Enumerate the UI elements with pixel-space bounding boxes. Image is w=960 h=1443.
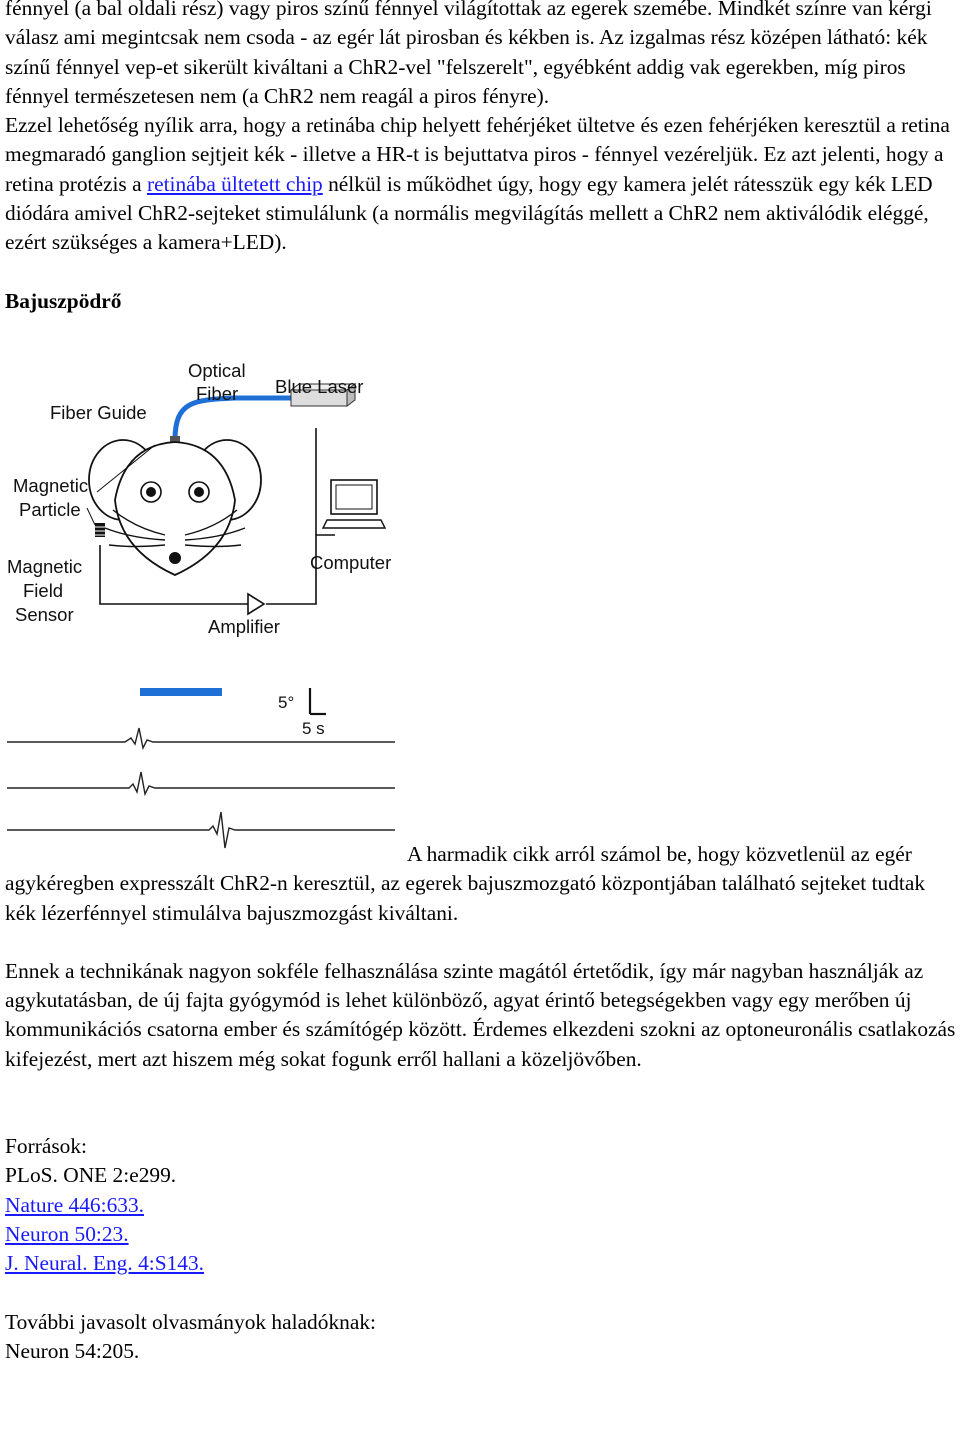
scale-angle: 5° bbox=[278, 692, 295, 712]
label-optical-fiber-2: Fiber bbox=[196, 382, 239, 404]
paragraph-applications: Ennek a technikának nagyon sokféle felhasználása szinte magától értetődik, így már nagyban használják az agykutatásban, de új fajta gyógymód is lehet különböző, agyat érintő betegségekben vagy egy merőben új kommunikációs csatorna ember és számítógép között. Érdemes elkezdeni szokni az optoneuronális csatlakozás kifejezést, mert azt hiszem még sokat fogunk erről hallani a közeljövőben. bbox=[5, 958, 956, 1071]
further-reading-item: Neuron 54:205. bbox=[5, 1338, 140, 1363]
label-magnetic-particle-1: Magnetic bbox=[13, 474, 89, 496]
paragraph-vep: fénnyel (a bal oldali rész) vagy piros színű fénnyel világítottak az egerek szemébe. Mindkét színre van kérgi válasz ami megintcsak nem csoda - az egér lát pirosban és kékben is. Az izgalmas rész középen látható: kék színű fénnyel vep-et sikerült kiváltani a ChR2-vel "felszerelt", egyébként addig vak egerekben, míg piros fénnyel természetesen nem (a ChR2 nem reagál a piros fényre). bbox=[5, 0, 932, 108]
label-blue-laser: Blue Laser bbox=[275, 375, 364, 397]
label-sensor-1: Magnetic bbox=[7, 555, 83, 577]
article-page bbox=[5, 0, 959, 1366]
label-sensor-2: Field bbox=[23, 579, 64, 601]
stimulus-bar bbox=[140, 688, 222, 696]
label-sensor-3: Sensor bbox=[15, 603, 74, 625]
sources-title: Források: bbox=[5, 1134, 87, 1159]
paragraph-retina-text-1: Ezzel lehetőség nyílik arra, hogy a retinába chip helyett fehérjéket ültetve és ezen fehérjéken keresztül a retina megmaradó ganglion sejtjeit kék - illetve a HR-t is bejuttatva piros - fénnyel vezéreljük. Ez azt jelenti, hogy a retina protézis a bbox=[5, 113, 950, 196]
optical-fiber bbox=[175, 398, 291, 440]
trace-3 bbox=[7, 812, 395, 848]
scale-time: 5 s bbox=[302, 718, 325, 738]
label-amplifier: Amplifier bbox=[208, 615, 280, 637]
paragraph-retina bbox=[5, 111, 959, 257]
retina-chip-link[interactable]: retinába ültetett chip bbox=[146, 171, 323, 196]
source-link-nature[interactable]: Nature 446:633. bbox=[5, 1192, 145, 1217]
trace-2 bbox=[7, 772, 395, 794]
computer-device bbox=[323, 480, 385, 528]
whisker-traces-block bbox=[5, 680, 959, 928]
source-item: PLoS. ONE 2:e299. bbox=[5, 1163, 177, 1188]
paragraph-retina-text-2: nélkül is működhet úgy, hogy egy kamera jelét rátesszük egy kék LED diódára amivel ChR2-sejteket stimulálunk (a normális megvilágítás mellett a ChR2 nem aktiválódik eléggé, ezért szükséges a kamera+LED). bbox=[5, 171, 933, 255]
further-reading-title: További javasolt olvasmányok haladóknak: bbox=[5, 1309, 376, 1334]
whisker-movement-traces bbox=[5, 680, 401, 866]
whisker-stimulation-diagram bbox=[5, 350, 405, 640]
label-magnetic-particle-2: Particle bbox=[19, 498, 81, 520]
section-heading: Bajuszpödrő bbox=[5, 288, 122, 313]
paragraph-whisker: A harmadik cikk arról számol be, hogy közvetlenül az egér agykéregben expresszált ChR2-n keresztül, az egerek bajuszmozgató központjában található sejteket tudtak kék lézerfénnyel stimulálva bajuszmozgást kiváltani. bbox=[5, 841, 926, 925]
amplifier-symbol bbox=[248, 594, 264, 614]
label-fiber-guide: Fiber Guide bbox=[50, 401, 147, 423]
trace-1 bbox=[7, 728, 395, 748]
source-link-jne[interactable]: J. Neural. Eng. 4:S143. bbox=[5, 1251, 205, 1276]
source-link-neuron[interactable]: Neuron 50:23. bbox=[5, 1221, 129, 1246]
label-optical-fiber-1: Optical bbox=[188, 359, 246, 381]
label-computer: Computer bbox=[310, 551, 392, 573]
mouse-nose bbox=[169, 552, 181, 564]
